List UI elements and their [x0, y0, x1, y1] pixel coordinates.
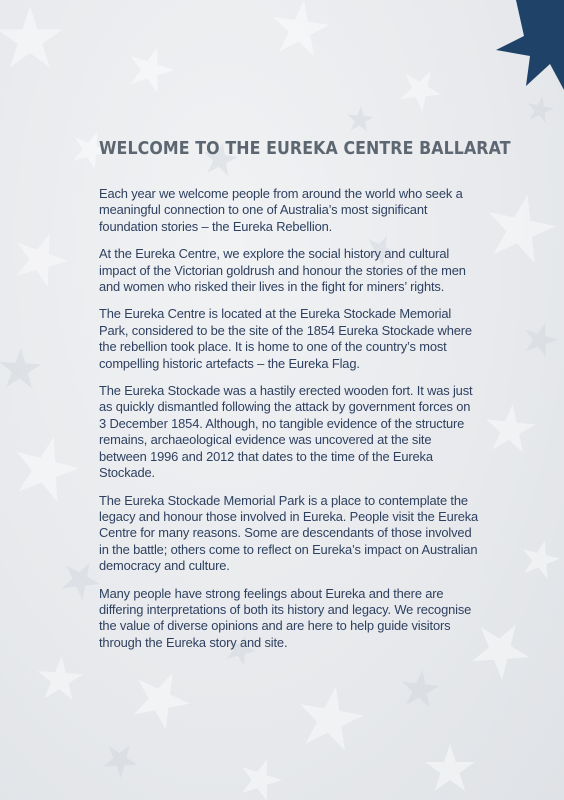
paragraph-1: Each year we welcome people from around the world who seek a meaningful connection to one of Australia’s most significant foundation stories – the Eureka Rebellion.	[99, 186, 463, 234]
paragraph-2: At the Eureka Centre, we explore the social history and cultural impact of the Victorian goldrush and honour the stories of the men and women who risked their lives in the fight for miners’ rights.	[99, 246, 466, 295]
paragraph-3: The Eureka Centre is located at the Eureka Stockade Memorial Park, considered to be the site of the 1854 Eureka Stockade where the rebellion took place. It is home to one of the country’s most compelling historic artefacts – the Eureka Flag.	[99, 306, 472, 371]
page-title: WELCOME TO THE EUREKA CENTRE BALLARAT	[99, 138, 511, 159]
star-icon	[468, 0, 564, 96]
paragraph-4: The Eureka Stockade was a hastily erected wooden fort. It was just as quickly dismantled following the attack by government forces on 3 December 1854. Although, no tangible evidence of the structure remains, archaeological evidence was uncovered at the site between 1996 and 2012 that dates to the time of the Eureka Stockade.	[99, 383, 473, 481]
main-content	[99, 138, 511, 662]
paragraph-6: Many people have strong feelings about Eureka and there are differing interpretations of both its history and legacy. We recognise the value of diverse opinions and are here to help guide visitors through the Eureka story and site.	[99, 585, 472, 650]
paragraph-5: The Eureka Stockade Memorial Park is a place to contemplate the legacy and honour those involved in Eureka. People visit the Eureka Centre for many reasons. Some are descendants of those involved in the battle; others come to reflect on Eureka’s impact on Australian democracy and culture.	[99, 492, 479, 574]
